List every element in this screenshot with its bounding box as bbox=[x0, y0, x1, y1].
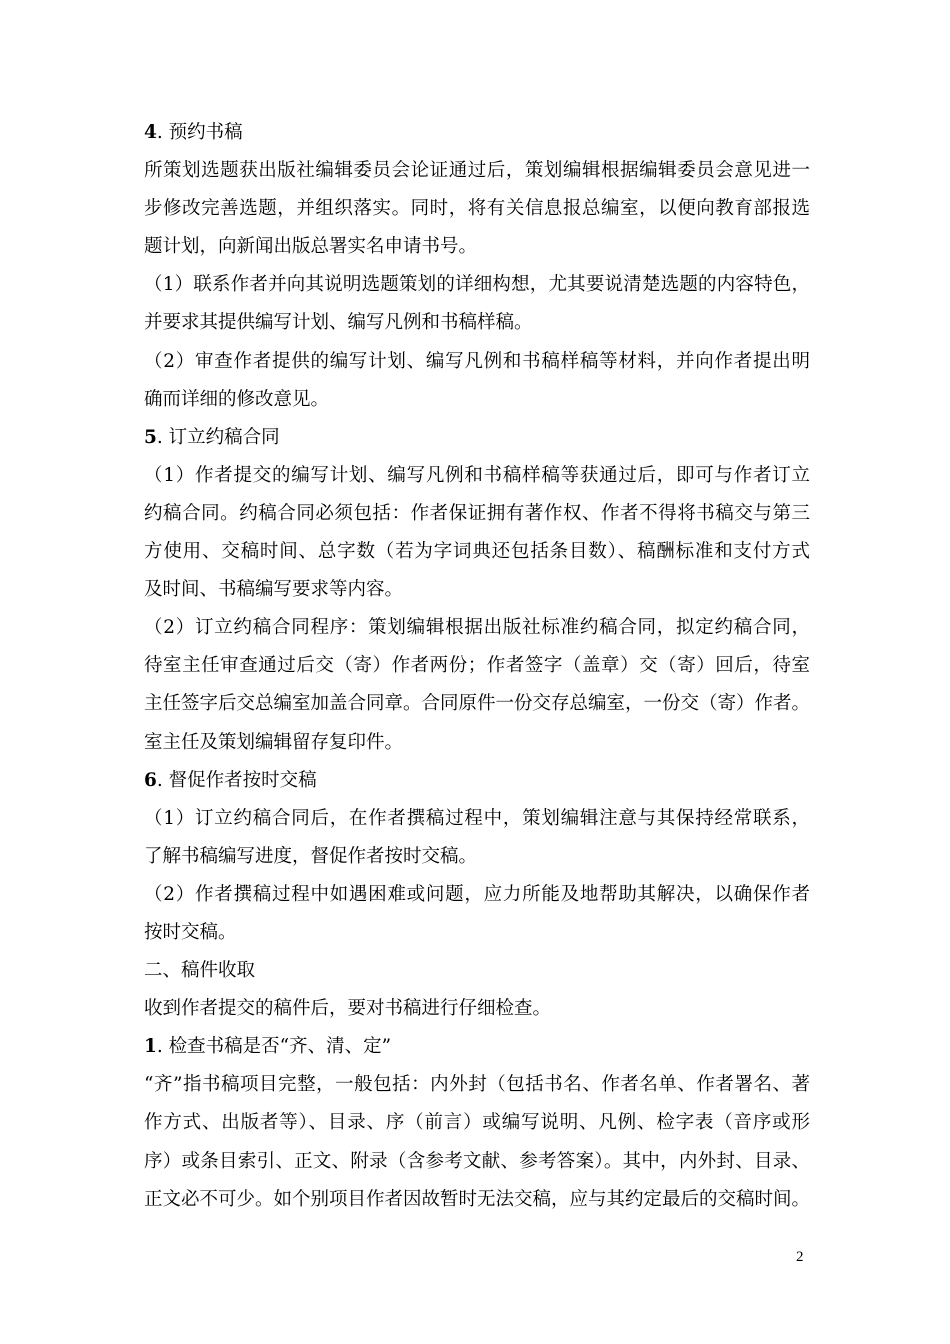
text-line bbox=[144, 1143, 810, 1181]
section-number: 1 bbox=[144, 1036, 157, 1058]
line-text: （2）订立约稿合同程序：策划编辑根据出版社标准约稿合同，拟定约稿合同， bbox=[144, 617, 810, 639]
line-text: 收到作者提交的稿件后，要对书稿进行仔细检查。 bbox=[144, 998, 552, 1020]
text-line bbox=[144, 1181, 810, 1219]
line-text: 步修改完善选题，并组织落实。同时，将有关信息报总编室，以便向教育部报选 bbox=[144, 198, 810, 220]
line-text: （2）审查作者提供的编写计划、编写凡例和书稿样稿等材料，并向作者提出明 bbox=[144, 350, 810, 372]
text-line bbox=[144, 343, 810, 381]
text-line bbox=[144, 1028, 810, 1066]
text-line bbox=[144, 381, 810, 419]
text-line bbox=[144, 1066, 810, 1104]
line-text: “齐”指书稿项目完整，一般包括：内外封（包括书名、作者名单、作者署名、著 bbox=[144, 1074, 810, 1096]
line-text: 二、稿件收取 bbox=[144, 960, 256, 982]
text-line bbox=[144, 228, 810, 266]
text-line bbox=[144, 495, 810, 533]
text-line bbox=[144, 724, 810, 762]
page-body bbox=[144, 114, 810, 1219]
line-text: 了解书稿编写进度，督促作者按时交稿。 bbox=[144, 845, 478, 867]
section-number: 6 bbox=[144, 769, 157, 791]
line-text: 序）或条目索引、正文、附录（含参考文献、参考答案）。其中，内外封、目录、 bbox=[144, 1150, 810, 1172]
line-text: 确而详细的修改意见。 bbox=[144, 388, 330, 410]
line-text: 方使用、交稿时间、总字数（若为字词典还包括条目数）、稿酬标准和支付方式 bbox=[144, 541, 810, 563]
text-line bbox=[144, 266, 810, 304]
text-line bbox=[144, 419, 810, 457]
text-line bbox=[144, 152, 810, 190]
line-text: . 督促作者按时交稿 bbox=[156, 769, 317, 791]
line-text: 正文必不可少。如个别项目作者因故暂时无法交稿，应与其约定最后的交稿时间。 bbox=[144, 1188, 810, 1210]
line-text: 室主任及策划编辑留存复印件。 bbox=[144, 731, 404, 753]
line-text: 作方式、出版者等）、目录、序（前言）或编写说明、凡例、检字表（音序或形 bbox=[144, 1112, 810, 1134]
line-text: 待室主任审查通过后交（寄）作者两份；作者签字（盖章）交（寄）回后，待室 bbox=[144, 655, 810, 677]
text-line bbox=[144, 304, 810, 342]
text-line bbox=[144, 571, 810, 609]
line-text: （1）作者提交的编写计划、编写凡例和书稿样稿等获通过后，即可与作者订立 bbox=[144, 464, 810, 486]
page-number: 2 bbox=[796, 1249, 804, 1265]
text-line bbox=[144, 952, 810, 990]
text-line bbox=[144, 990, 810, 1028]
text-line bbox=[144, 838, 810, 876]
line-text: （2）作者撰稿过程中如遇困难或问题，应力所能及地帮助其解决，以确保作者 bbox=[144, 883, 810, 905]
text-line bbox=[144, 190, 810, 228]
text-line bbox=[144, 647, 810, 685]
line-text: . 检查书稿是否“齐、清、定” bbox=[156, 1036, 392, 1058]
line-text: 按时交稿。 bbox=[144, 921, 237, 943]
text-line bbox=[144, 1104, 810, 1142]
text-line bbox=[144, 533, 810, 571]
text-line bbox=[144, 114, 810, 152]
section-number: 5 bbox=[144, 426, 157, 448]
text-line bbox=[144, 457, 810, 495]
line-text: . 预约书稿 bbox=[156, 122, 243, 143]
line-text: 所策划选题获出版社编辑委员会论证通过后，策划编辑根据编辑委员会意见进一 bbox=[144, 160, 810, 182]
line-text: 主任签字后交总编室加盖合同章。合同原件一份交存总编室，一份交（寄）作者。 bbox=[144, 693, 810, 715]
line-text: 题计划，向新闻出版总署实名申请书号。 bbox=[144, 236, 478, 258]
line-text: . 订立约稿合同 bbox=[156, 426, 280, 448]
line-text: 约稿合同。约稿合同必须包括：作者保证拥有著作权、作者不得将书稿交与第三 bbox=[144, 502, 810, 524]
line-text: 及时间、书稿编写要求等内容。 bbox=[144, 579, 404, 601]
text-line bbox=[144, 762, 810, 800]
text-line bbox=[144, 876, 810, 914]
section-number: 4 bbox=[144, 122, 157, 143]
line-text: （1）联系作者并向其说明选题策划的详细构想，尤其要说清楚选题的内容特色， bbox=[144, 274, 810, 296]
text-line bbox=[144, 800, 810, 838]
text-line bbox=[144, 685, 810, 723]
text-line bbox=[144, 914, 810, 952]
line-text: （1）订立约稿合同后，在作者撰稿过程中，策划编辑注意与其保持经常联系， bbox=[144, 807, 810, 829]
line-text: 并要求其提供编写计划、编写凡例和书稿样稿。 bbox=[144, 312, 533, 334]
text-line bbox=[144, 609, 810, 647]
